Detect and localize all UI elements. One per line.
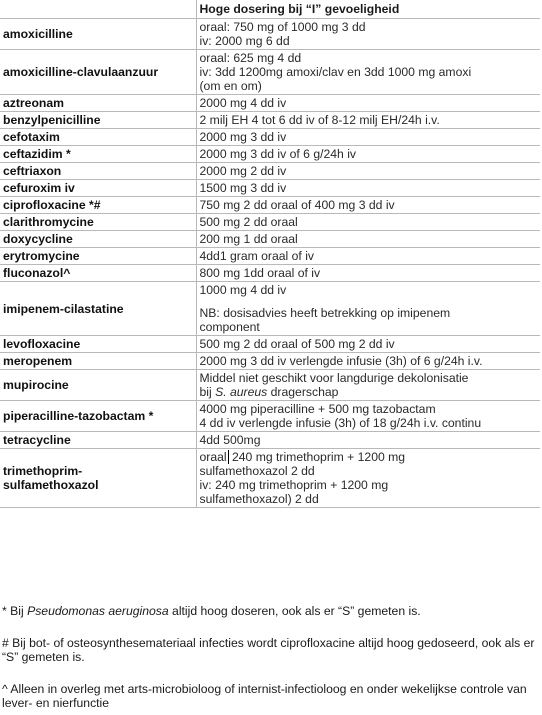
table-row — [0, 432, 540, 449]
table-row — [0, 248, 540, 265]
footnote-fluconazol: ^ Alleen in overleg met arts-microbioloog of internist-infectioloog en onder wekelijkse controle van lever- en nierfunctie — [2, 682, 527, 710]
footnote-text: * Bij — [2, 604, 28, 618]
dose-line: 1000 mg 4 dd iv — [199, 283, 287, 297]
dose-text: 800 mg 1dd oraal of iv — [196, 265, 540, 282]
drug-name-line: trimethoprim- — [3, 464, 83, 478]
drug-name: imipenem-cilastatine — [0, 282, 196, 336]
drug-name: fluconazol^ — [0, 265, 196, 282]
dose-text-part: 240 mg trimethoprim + 1200 mg — [228, 450, 406, 464]
table-row — [0, 95, 540, 112]
dose-line: NB: dosisadvies heeft betrekking op imipenem — [199, 306, 451, 320]
drug-name: meropenem — [0, 353, 196, 370]
table-row — [0, 449, 540, 508]
drug-name: cefuroxim iv — [0, 180, 196, 197]
dose-text: 750 mg 2 dd oraal of 400 mg 3 dd iv — [196, 197, 540, 214]
dose-text: 4dd1 gram oraal of iv — [196, 248, 540, 265]
table-row — [0, 370, 540, 401]
dose-line: oraal: 750 mg of 1000 mg 3 dd — [199, 20, 366, 34]
dose-text: 2000 mg 4 dd iv — [196, 95, 540, 112]
dose-text: 2 milj EH 4 tot 6 dd iv of 8-12 milj EH/24h i.v. — [196, 112, 540, 129]
table-row — [0, 353, 540, 370]
drug-name: tetracycline — [0, 432, 196, 449]
dose-line: iv: 3dd 1200mg amoxi/clav en 3dd 1000 mg amoxi — [199, 65, 472, 79]
dose-text — [196, 19, 540, 50]
drug-name: ceftazidim * — [0, 146, 196, 163]
table-row — [0, 265, 540, 282]
dose-text: 500 mg 2 dd oraal of 500 mg 2 dd iv — [196, 336, 540, 353]
dose-text: 2000 mg 3 dd iv of 6 g/24h iv — [196, 146, 540, 163]
dose-text: 2000 mg 3 dd iv verlengde infusie (3h) of 6 g/24h i.v. — [196, 353, 540, 370]
dose-line: iv: 240 mg trimethoprim + 1200 mg — [199, 478, 389, 492]
table-row — [0, 19, 540, 50]
dose-text: 2000 mg 2 dd iv — [196, 163, 540, 180]
dose-text — [196, 401, 540, 432]
dose-text[interactable] — [196, 449, 540, 508]
drug-name — [0, 449, 196, 508]
dose-line: (om en om) — [199, 79, 262, 93]
table-row — [0, 112, 540, 129]
table-row — [0, 180, 540, 197]
table-row — [0, 146, 540, 163]
table-row — [0, 163, 540, 180]
dose-text: 4dd 500mg — [196, 432, 540, 449]
drug-name-line: sulfamethoxazol — [3, 478, 99, 492]
dose-line: oraal: 625 mg 4 dd — [199, 51, 302, 65]
table-row — [0, 129, 540, 146]
drug-name: benzylpenicilline — [0, 112, 196, 129]
dose-line: Middel niet geschikt voor langdurige dekolonisatie — [199, 371, 469, 385]
footnote-text: altijd hoog doseren, ook als er “S” gemeten is. — [168, 604, 421, 618]
drug-name: aztreonam — [0, 95, 196, 112]
drug-name: cefotaxim — [0, 129, 196, 146]
table-row — [0, 50, 540, 95]
dose-text-part: oraal — [199, 450, 227, 464]
dose-line: iv: 2000 mg 6 dd — [199, 34, 290, 48]
dose-text-part: bij — [199, 385, 216, 399]
dose-line: sulfamethoxazol) 2 dd — [199, 492, 319, 506]
header-drug-column — [0, 0, 196, 19]
dose-line: component — [199, 320, 260, 334]
line-gap — [200, 297, 538, 306]
dose-text — [196, 282, 540, 336]
organism-name: S. aureus — [215, 385, 268, 399]
dose-text: 1500 mg 3 dd iv — [196, 180, 540, 197]
dose-line — [200, 450, 538, 464]
drug-name: ciprofloxacine *# — [0, 197, 196, 214]
drug-name: amoxicilline — [0, 19, 196, 50]
drug-name: doxycycline — [0, 231, 196, 248]
dose-text-part: dragerschap — [267, 385, 339, 399]
drug-name: mupirocine — [0, 370, 196, 401]
table-row — [0, 282, 540, 336]
dose-line: 4 dd iv verlengde infusie (3h) of 18 g/24h i.v. continu — [199, 416, 482, 430]
dose-line — [200, 385, 538, 399]
table-row — [0, 336, 540, 353]
drug-name: piperacilline-tazobactam * — [0, 401, 196, 432]
table-row — [0, 214, 540, 231]
footnotes — [2, 604, 540, 710]
table-row — [0, 401, 540, 432]
dose-text: 200 mg 1 dd oraal — [196, 231, 540, 248]
drug-name: erytromycine — [0, 248, 196, 265]
drug-name: ceftriaxon — [0, 163, 196, 180]
header-dose-column: Hoge dosering bij “I” gevoeligheid — [196, 0, 540, 19]
footnote-ciprofloxacine: # Bij bot- of osteosynthesemateriaal infecties wordt ciprofloxacine altijd hoog gedoseerd, ook als er “S” gemeten is. — [2, 636, 535, 664]
dose-line: 4000 mg piperacilline + 500 mg tazobactam — [199, 402, 436, 416]
dose-text: 2000 mg 3 dd iv — [196, 129, 540, 146]
table-header-row — [0, 0, 540, 19]
drug-name: clarithromycine — [0, 214, 196, 231]
dose-line: sulfamethoxazol 2 dd — [199, 464, 315, 478]
dose-text — [196, 50, 540, 95]
drug-name: amoxicilline-clavulaanzuur — [0, 50, 196, 95]
dose-text — [196, 370, 540, 401]
drug-name: levofloxacine — [0, 336, 196, 353]
table-row — [0, 231, 540, 248]
footnote-pseudomonas — [2, 604, 540, 618]
dose-text: 500 mg 2 dd oraal — [196, 214, 540, 231]
table-row — [0, 197, 540, 214]
organism-name: Pseudomonas aeruginosa — [27, 604, 169, 618]
